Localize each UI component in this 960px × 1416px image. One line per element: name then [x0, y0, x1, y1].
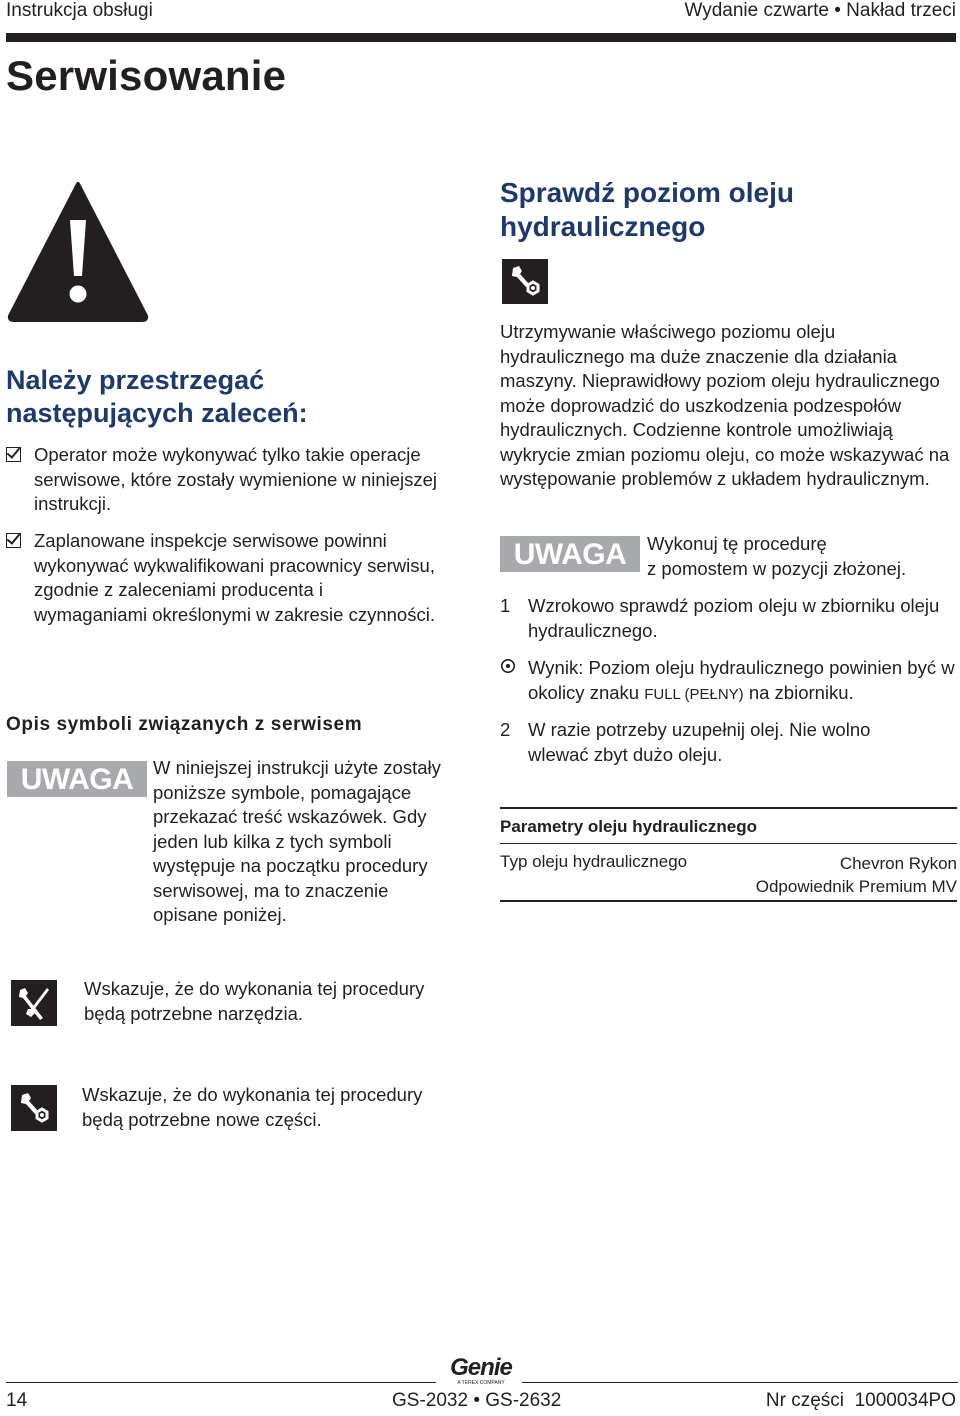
table-title: Parametry oleju hydraulicznego: [500, 817, 757, 836]
notice-badge: UWAGA: [500, 536, 640, 572]
step-text: Wzrokowo sprawdź poziom oleju w zbiorniku oleju hydraulicznego.: [528, 595, 940, 641]
notice-text-line1: Wykonuj tę procedurę: [647, 533, 827, 554]
result-icon: [500, 658, 516, 674]
footer-rule-left: [6, 1382, 436, 1383]
legend-parts-text: Wskazuje, że do wykonania tej procedury będą potrzebne nowe części.: [82, 1084, 423, 1130]
section-title: [500, 176, 794, 244]
notice-text: W niniejszej instrukcji użyte zostały poniższe symbole, pomagające przekazać treść wskazówek. Gdy jeden lub kilka z tych symboli występuje na początku procedury serwisowej, ma to znaczenie opisane poniżej.: [153, 757, 441, 925]
step-text: W razie potrzeby uzupełnij olej. Nie wolno wlewać zbyt dużo oleju.: [528, 719, 871, 765]
table-value-line1: Chevron Rykon: [839, 854, 957, 873]
table-value: [756, 852, 957, 898]
result-text: [528, 656, 958, 707]
table-header-rule: [500, 843, 957, 844]
result-prefix: Wynik: Poziom oleju hydraulicznego powinien być w okolicy znaku: [528, 657, 955, 703]
logo-text: Genie: [450, 1354, 512, 1381]
warning-heading-line2: następujących zaleceń:: [6, 398, 308, 428]
warning-heading-line1: Należy przestrzegać: [6, 365, 265, 395]
notice-text: [647, 532, 957, 581]
page-number: 14: [6, 1390, 28, 1411]
footer-model: GS-2032 • GS-2632: [392, 1390, 562, 1411]
result-suffix: na zbiorniku.: [748, 681, 854, 703]
checkbox-icon: [6, 447, 21, 462]
checklist-item: [6, 529, 436, 627]
section-title-line1: Sprawdź poziom oleju: [500, 177, 795, 208]
section-title-line2: hydraulicznego: [500, 211, 706, 242]
parts-icon: [11, 1085, 57, 1131]
intro-paragraph: Utrzymywanie właściwego poziomu oleju hydraulicznego ma duże znaczenie dla działania maszyny. Nieprawidłowy poziom oleju hydraulicznego może doprowadzić do uszkodzenia podzespołów hydraulicznych. Codzienne kontrole umożliwiają wykrycie zmian poziomu oleju, co może wskazywać na występowanie problemów z układem hydraulicznym.: [500, 321, 950, 489]
table-bottom-rule: [500, 900, 957, 902]
table-label: Typ oleju hydraulicznego: [500, 852, 688, 871]
symbols-heading: Opis symboli związanych z serwisem: [6, 714, 363, 735]
footer-part-number: Nr części 1000034PO: [765, 1390, 956, 1411]
header-manual-title: Instrukcja obsługi: [6, 0, 153, 21]
table-value-line2: Odpowiednik Premium MV: [755, 877, 957, 896]
checklist-item: [6, 443, 456, 517]
checkbox-icon: [6, 533, 21, 548]
checklist-item-text: Zaplanowane inspekcje serwisowe powinni wykonywać wykwalifikowani pracownicy serwisu, zgodnie z zaleceniami producenta i wymaganiami określonymi w zakresie czynności.: [34, 530, 435, 625]
result-mark: FULL (PEŁNY): [644, 685, 744, 703]
page-title: Serwisowanie: [6, 52, 287, 99]
table-top-rule: [500, 807, 957, 809]
step-number: 2: [500, 719, 511, 740]
step-number: 1: [500, 595, 511, 616]
tools-icon: [11, 980, 57, 1026]
legend-tools-text: Wskazuje, że do wykonania tej procedury będą potrzebne narzędzia.: [84, 978, 425, 1024]
genie-logo: [444, 1356, 518, 1386]
warning-heading: [6, 364, 308, 430]
header-rule: [6, 33, 956, 42]
warning-triangle-icon: [6, 180, 150, 322]
checklist-item-text: Operator może wykonywać tylko takie operacje serwisowe, które zostały wymienione w niniejszej instrukcji.: [34, 444, 438, 514]
notice-text-line2: z pomostem w pozycji złożonej.: [647, 557, 907, 579]
header-edition: Wydanie czwarte • Nakład trzeci: [684, 0, 956, 21]
footer-rule-right: [522, 1382, 958, 1383]
parts-icon: [502, 259, 548, 304]
logo-sub: A TEREX COMPANY: [457, 1380, 505, 1386]
notice-badge: UWAGA: [7, 761, 147, 797]
